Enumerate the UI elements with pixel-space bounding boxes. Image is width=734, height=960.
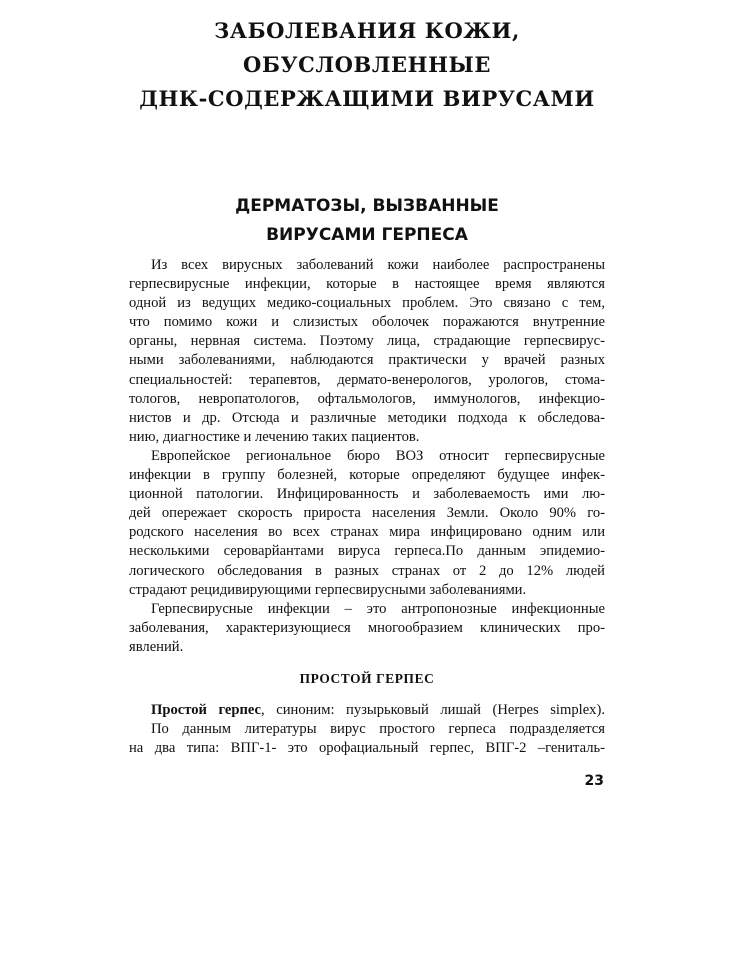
text-line: специальностей: терапевтов, дермато-венерологов, урологов, стома- xyxy=(129,371,605,388)
subsection-title: ПРОСТОЙ ГЕРПЕС xyxy=(299,671,435,686)
text-line: ными заболеваниями, наблюдаются практически у врачей разных xyxy=(129,352,605,369)
section-body xyxy=(129,256,605,657)
text-line: страдают рецидивирующими герпесвирусными заболеваниями. xyxy=(129,581,527,598)
defined-term: Простой герпес xyxy=(151,702,262,718)
text-line: ционной патологии. Инфицированность и заболеваемость ими лю- xyxy=(129,486,605,503)
text-line: нию, диагностике и лечению таких пациентов. xyxy=(129,428,420,445)
text-line: Европейское региональное бюро ВОЗ относит герпесвирусные xyxy=(151,447,605,464)
text-line: несколькими сероварйантами вируса герпеса.По данным эпидемио- xyxy=(129,543,605,560)
text-line: органы, нервная система. Поэтому лица, страдающие герпесвирус- xyxy=(129,333,605,350)
text-line: явлений. xyxy=(129,638,184,655)
chapter-title-line: ОБУСЛОВЛЕННЫЕ xyxy=(243,52,491,77)
text-line: логического обследования в разных странах от 2 до 12% людей xyxy=(129,562,605,579)
paragraph-3 xyxy=(129,600,605,657)
text-line: инфекции в группу болезней, которые определяют будущее инфек- xyxy=(129,467,605,484)
chapter-title-line: ЗАБОЛЕВАНИЯ КОЖИ, xyxy=(214,18,520,43)
text-line: на два типа: ВПГ-1- это орофациальный герпес, ВПГ-2 –гениталь- xyxy=(129,740,605,757)
definition-text: , синоним: пузырьковый лишай (Herpes simplex). xyxy=(261,702,605,718)
text-line: Герпесвирусные инфекции – это антропонозные инфекционные xyxy=(151,600,605,617)
text-line: что помимо кожи и слизистых оболочек поражаются внутренние xyxy=(129,314,605,331)
text-line: одной из ведущих медико-социальных проблем. Это связано с тем, xyxy=(129,295,605,312)
text-line: По данным литературы вирус простого герпеса подразделяется xyxy=(151,721,605,738)
chapter-title-line: ДНК-СОДЕРЖАЩИМИ ВИРУСАМИ xyxy=(139,86,595,111)
paragraph-1 xyxy=(129,256,605,447)
section-title-line: ВИРУСАМИ ГЕРПЕСА xyxy=(266,225,468,245)
text-line: герпесвирусные инфекции, которые в настоящее время являются xyxy=(129,276,605,293)
page-number: 23 xyxy=(584,773,604,789)
text-line: Из всех вирусных заболеваний кожи наиболее распространены xyxy=(151,257,605,273)
section-title xyxy=(130,192,604,250)
text-line: родского населения во всех странах мира инфицировано одним или xyxy=(129,524,605,541)
subsection-body xyxy=(129,701,605,758)
text-line xyxy=(129,701,605,720)
definition-paragraph xyxy=(129,701,605,720)
text-line: тологов, невропатологов, офтальмологов, иммунологов, инфекцио- xyxy=(129,390,605,407)
chapter-title xyxy=(130,14,604,116)
paragraph-2 xyxy=(129,447,605,600)
paragraph-4 xyxy=(129,720,605,758)
text-line: нистов и др. Отсюда и различные методики подхода к обследова- xyxy=(129,409,605,426)
text-line: заболевания, характеризующиеся многообразием клинических про- xyxy=(129,619,605,636)
section-title-line: ДЕРМАТОЗЫ, ВЫЗВАННЫЕ xyxy=(235,196,499,216)
text-line: дей опережает скорость прироста населения Земли. Около 90% го- xyxy=(129,505,605,522)
